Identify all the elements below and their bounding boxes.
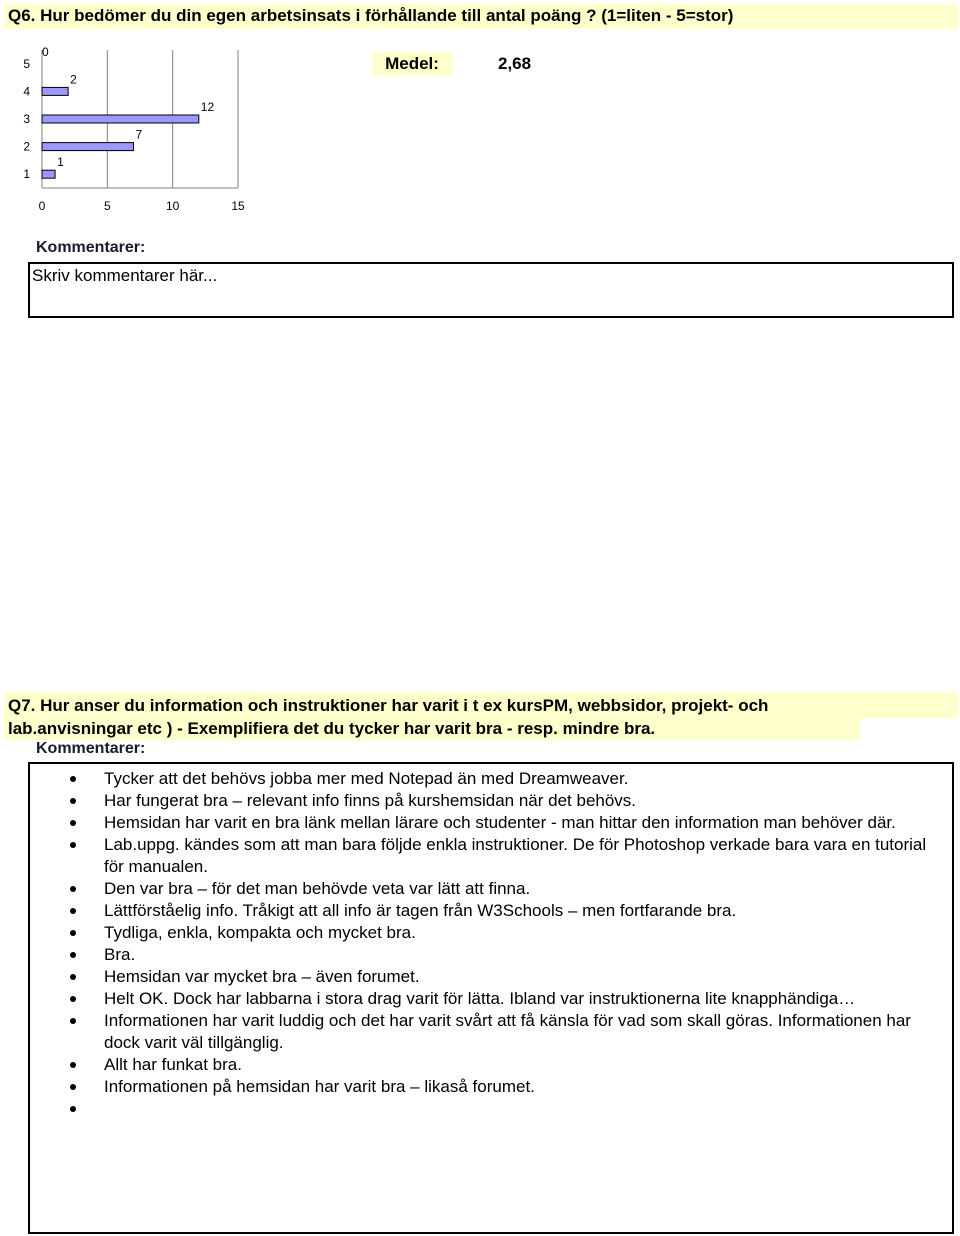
comment-item: Helt OK. Dock har labbarna i stora drag varit för lätta. Ibland var instruktionerna lite knapphändiga… — [30, 988, 930, 1010]
bar — [42, 143, 133, 151]
comment-item: Tycker att det behövs jobba mer med Notepad än med Dreamweaver. — [30, 768, 930, 790]
data-label: 12 — [200, 100, 215, 114]
q6-comment-box[interactable] — [28, 262, 954, 318]
q7-heading-line2: lab.anvisningar etc ) - Exemplifiera det du tycker har varit bra - resp. mindre bra. — [4, 718, 860, 740]
x-tick-label: 5 — [103, 199, 111, 213]
y-tick-label: 4 — [23, 84, 30, 99]
medel-label: Medel: — [372, 52, 452, 76]
x-tick-label: 15 — [231, 199, 245, 213]
q6-comment-text[interactable]: Skriv kommentarer här... — [32, 266, 218, 285]
comment-item: Den var bra – för det man behövde veta var lätt att finna. — [30, 878, 930, 900]
x-tick-label: 0 — [38, 199, 46, 213]
comment-item: Hemsidan har varit en bra länk mellan lärare och studenter - man hittar den information man behöver där. — [30, 812, 930, 834]
bar — [42, 170, 55, 178]
y-tick-label: 2 — [23, 139, 30, 154]
bar — [42, 115, 199, 123]
chart-bars — [42, 87, 199, 178]
x-tick-label: 10 — [165, 199, 180, 213]
comment-item: Informationen på hemsidan har varit bra – likaså forumet. — [30, 1076, 930, 1098]
data-label: 7 — [135, 127, 143, 142]
q7-comment-list — [30, 768, 930, 1120]
data-label: 0 — [42, 44, 49, 59]
y-tick-label: 3 — [23, 112, 30, 126]
q7-comment-box[interactable] — [28, 762, 954, 1234]
comment-item: Har fungerat bra – relevant info finns på kurshemsidan när det behövs. — [30, 790, 930, 812]
comment-item: Bra. — [30, 944, 930, 966]
comment-item: Allt har funkat bra. — [30, 1054, 930, 1076]
comment-item: Lab.uppg. kändes som att man bara följde enkla instruktioner. De för Photoshop verkade bara vara en tutorial för manualen. — [30, 834, 930, 878]
q7-heading-line1: Q7. Hur anser du information och instruktioner har varit i t ex kursPM, webbsidor, projekt- och — [4, 692, 958, 718]
q6-heading: Q6. Hur bedömer du din egen arbetsinsats i förhållande till antal poäng ? (1=liten - 5=stor) — [4, 4, 958, 29]
q6-bar-chart — [20, 40, 260, 220]
bar — [42, 87, 68, 95]
comment-item: Hemsidan var mycket bra – även forumet. — [30, 966, 930, 988]
medel-value: 2,68 — [498, 54, 532, 73]
comment-item: Tydliga, enkla, kompakta och mycket bra. — [30, 922, 930, 944]
q6-comments-label: Kommentarer: — [36, 239, 146, 256]
comment-item: Informationen har varit luddig och det har varit svårt att få känsla för vad som skall göras. Informationen har dock varit väl tillgänglig. — [30, 1010, 930, 1054]
y-tick-label: 5 — [23, 56, 30, 71]
data-label: 1 — [57, 155, 64, 170]
data-label: 2 — [70, 72, 77, 87]
q7-comments-label: Kommentarer: — [36, 740, 146, 757]
comment-item: Lättförståelig info. Tråkigt att all info är tagen från W3Schools – men fortfarande bra. — [30, 900, 930, 922]
comment-item — [30, 1098, 930, 1120]
y-tick-label: 1 — [23, 167, 30, 182]
